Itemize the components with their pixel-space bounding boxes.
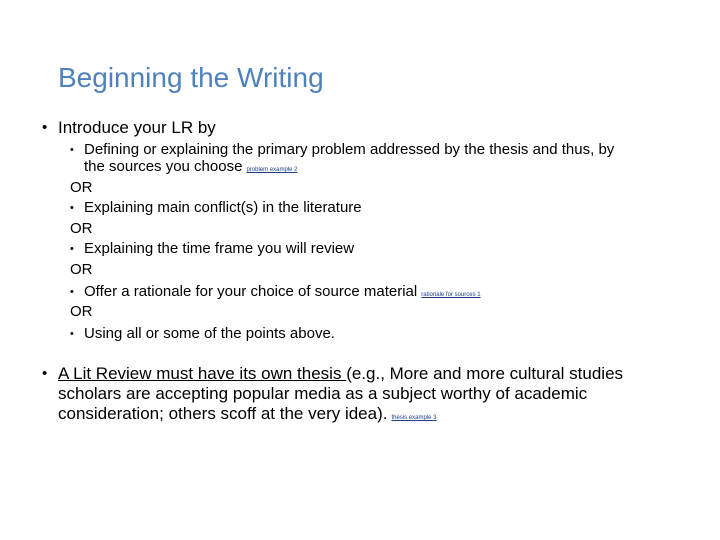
slide-title: Beginning the Writing <box>58 62 324 93</box>
thesis-example-link[interactable]: thesis example 3 <box>391 415 437 421</box>
problem-example-link[interactable]: problem example 2 <box>246 167 298 173</box>
option-rationale-text: Offer a rationale for your choice of source material <box>84 283 418 300</box>
or-label: OR <box>70 179 93 196</box>
option-all-text: Using all or some of the points above. <box>84 325 335 342</box>
bullet-icon: • <box>42 119 48 136</box>
option-conflict-text: Explaining main conflict(s) in the literature <box>84 199 362 216</box>
intro-label: Introduce your LR by <box>58 118 216 137</box>
thesis-underlined: A Lit Review must have its own thesis <box>58 364 347 383</box>
option-timeframe-text: Explaining the time frame you will review <box>84 240 355 257</box>
bullet-icon: • <box>70 243 74 255</box>
option-defining-cont <box>84 157 297 180</box>
or-label: OR <box>70 261 93 278</box>
bullet-icon: • <box>70 286 74 298</box>
or-label: OR <box>70 303 93 320</box>
bullet-icon: • <box>42 365 48 382</box>
bullet-icon: • <box>70 202 74 214</box>
thesis-rest: (e.g., More and more cultural studies <box>346 364 624 383</box>
or-label: OR <box>70 220 93 237</box>
option-defining-text: Defining or explaining the primary problem addressed by the thesis and thus, by <box>84 141 615 158</box>
option-defining-line2: the sources you choose <box>84 158 243 175</box>
thesis-line3-text: consideration; others scoff at the very idea). <box>58 404 388 423</box>
thesis-line2-text: scholars are accepting popular media as a subject worthy of academic <box>58 384 588 403</box>
bullet-icon: • <box>70 328 74 340</box>
rationale-link[interactable]: rationale for sources 1 <box>421 292 481 298</box>
bullet-icon: • <box>70 144 74 156</box>
